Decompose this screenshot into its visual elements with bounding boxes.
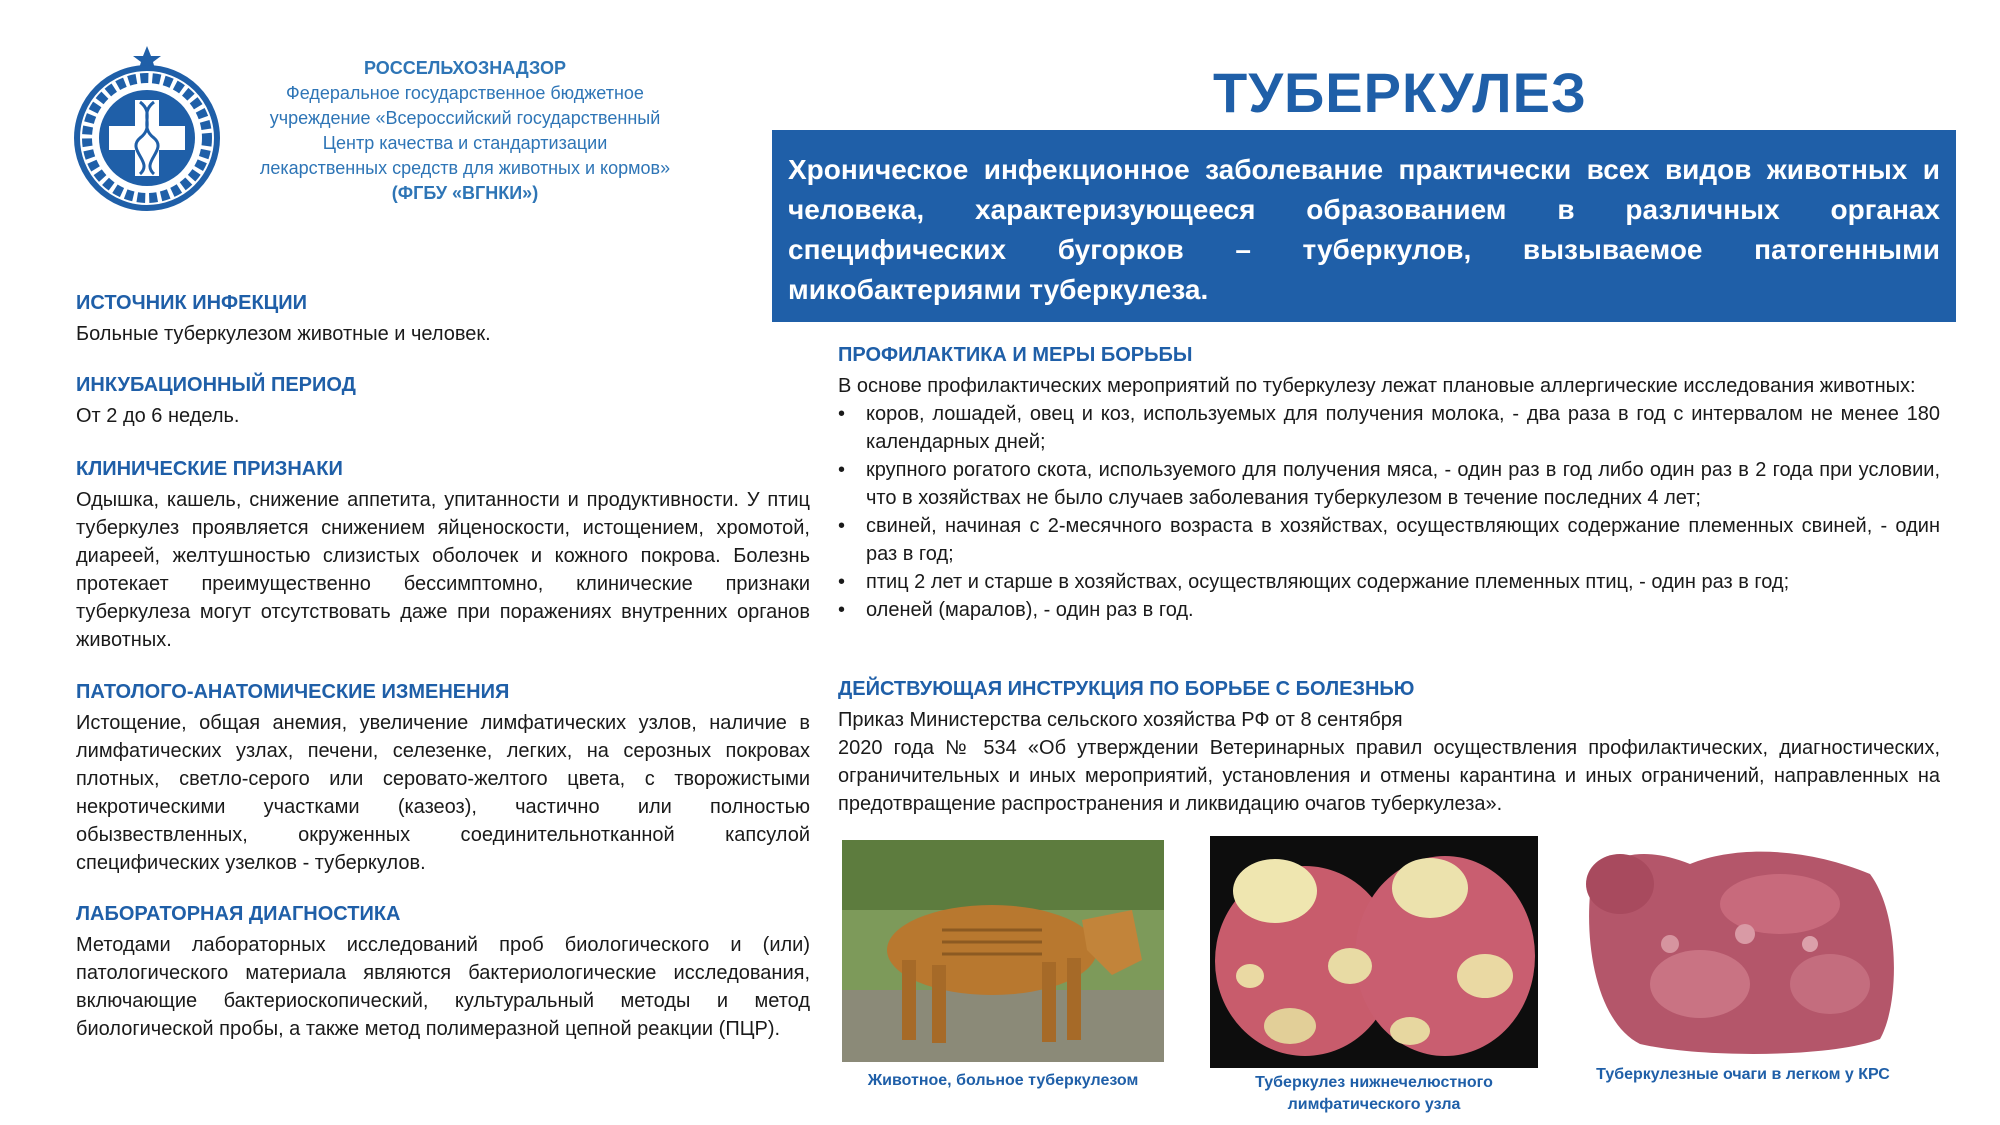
definition-box <box>772 130 1956 322</box>
rosselkhoznadzor-logo <box>68 42 226 212</box>
prevention-list <box>838 400 1940 624</box>
list-item: • коров, лошадей, овец и коз, используемых для получения молока, - два раза в год с интервалом не менее 180 календарных дней; <box>838 400 1940 456</box>
organization-block <box>240 56 690 206</box>
instruction-line-2: 2020 года № 534 «Об утверждении Ветеринарных правил осуществления профилактических, диагностических, ограничительных и иных мероприятий, установления и отмены карантина и иных ограничений, направленных на предотвращение распространения и ликвидацию очагов туберкулеза». <box>838 737 1940 815</box>
list-item: • крупного рогатого скота, используемого для получения мяса, - один раз в год либо один раз в 2 года при условии, что в хозяйствах не было случаев заболевания туберкулезом в течение последних 4 лет; <box>838 456 1940 512</box>
incubation-text: От 2 до 6 недель. <box>76 405 240 427</box>
org-line-4: лекарственных средств для животных и кормов» <box>259 158 671 178</box>
instruction-heading: ДЕЙСТВУЮЩАЯ ИНСТРУКЦИЯ ПО БОРЬБЕ С БОЛЕЗНЬЮ <box>838 678 1415 700</box>
infection-source-heading: ИСТОЧНИК ИНФЕКЦИИ <box>76 292 308 314</box>
org-name: РОССЕЛЬХОЗНАДЗОР <box>364 58 566 78</box>
section-instruction <box>838 676 1940 818</box>
cow-photo <box>842 840 1164 1062</box>
prevention-heading: ПРОФИЛАКТИКА И МЕРЫ БОРЬБЫ <box>838 344 1193 366</box>
list-item: • свиней, начиная с 2-месячного возраста в хозяйствах, осуществляющих содержание племенных свиней, - один раз в год; <box>838 512 1940 568</box>
lymph-node-photo-caption <box>1210 1072 1538 1116</box>
instruction-line-1: Приказ Министерства сельского хозяйства РФ от 8 сентября <box>838 709 1403 731</box>
org-abbreviation: (ФГБУ «ВГНКИ») <box>391 183 539 203</box>
list-item: • птиц 2 лет и старше в хозяйствах, осуществляющих содержание племенных птиц, - один раз в год; <box>838 568 1940 596</box>
section-lab-diagnostics <box>76 901 810 1043</box>
org-line-2: учреждение «Всероссийский государственный <box>269 108 661 128</box>
section-infection-source <box>76 290 810 348</box>
pathology-text: Истощение, общая анемия, увеличение лимфатических узлов, наличие в лимфатических узлах, печени, селезенке, легких, на серозных покровах плотных, светло-серого или серовато-желтого цвета, с творожистыми некротическими участками (казеоз), частично или полностью обызвествленных, окруженных соединительнотканной капсулой специфических узелков - туберкулов. <box>76 712 810 874</box>
lung-photo-caption: Туберкулезные очаги в легком у КРС <box>1596 1066 1890 1083</box>
infection-source-text: Больные туберкулезом животные и человек. <box>76 323 491 345</box>
lung-photo <box>1580 834 1906 1058</box>
org-line-1: Федеральное государственное бюджетное <box>286 83 644 103</box>
section-clinical-signs <box>76 456 810 654</box>
clinical-signs-heading: КЛИНИЧЕСКИЕ ПРИЗНАКИ <box>76 458 343 480</box>
list-item: • оленей (маралов), - один раз в год. <box>838 596 1940 624</box>
lab-diagnostics-heading: ЛАБОРАТОРНАЯ ДИАГНОСТИКА <box>76 903 401 925</box>
prevention-intro: В основе профилактических мероприятий по туберкулезу лежат плановые аллергические исследования животных: <box>838 375 1916 397</box>
clinical-signs-text: Одышка, кашель, снижение аппетита, упитанности и продуктивности. У птиц туберкулез проявляется снижением яйценоскости, истощением, хромотой, диареей, желтушностью слизистых оболочек и кожного покрова. Болезнь протекает преимущественно бессимптомно, клинические признаки туберкулеза могут отсутствовать даже при поражениях внутренних органов животных. <box>76 489 810 651</box>
section-prevention <box>838 342 1940 624</box>
section-incubation <box>76 372 810 430</box>
definition-text: Хроническое инфекционное заболевание практически всех видов животных и человека, характеризующееся образованием в различных органах специфических бугорков – туберкулов, вызываемое патогенными микобактериями туберкулеза. <box>788 154 1940 305</box>
lab-diagnostics-text: Методами лабораторных исследований проб биологического и (или) патологического материала являются бактериологические исследования, включающие бактериоскопический, культуральный методы и метод биологической пробы, а также метод полимеразной цепной реакции (ПЦР). <box>76 934 810 1040</box>
lymph-caption-line-1: Туберкулез нижнечелюстного <box>1255 1074 1493 1091</box>
cow-photo-caption: Животное, больное туберкулезом <box>867 1072 1139 1089</box>
section-pathology <box>76 679 810 877</box>
lymph-node-photo <box>1210 836 1538 1068</box>
lymph-caption-line-2: лимфатического узла <box>1287 1096 1461 1113</box>
page-title: ТУБЕРКУЛЕЗ <box>1213 61 1587 124</box>
incubation-heading: ИНКУБАЦИОННЫЙ ПЕРИОД <box>76 374 356 396</box>
pathology-heading: ПАТОЛОГО-АНАТОМИЧЕСКИЕ ИЗМЕНЕНИЯ <box>76 681 510 703</box>
org-line-3: Центр качества и стандартизации <box>322 133 608 153</box>
